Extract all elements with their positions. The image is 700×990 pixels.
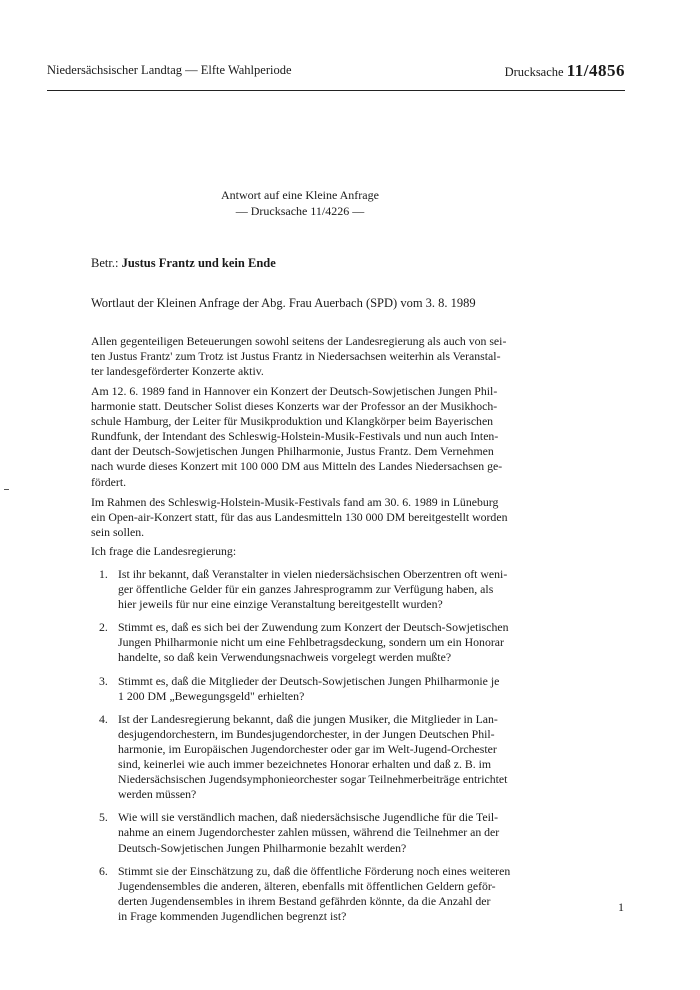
question-line: sind, keinerlei wie auch immer bezeichnetes Honorar erhalten und daß z. B. im (118, 757, 492, 772)
paragraph-line: ten Justus Frantz' zum Trotz ist Justus Frantz in Niedersachsen weiterhin als Veranstal- (91, 349, 501, 364)
question-number: 5. (99, 810, 108, 825)
question-line: derten Jugendensembles in ihrem Bestand gefährden könnte, da die Anzahl der (118, 893, 491, 908)
question-line: werden müssen? (118, 787, 197, 802)
question-item (91, 567, 616, 612)
paragraph-line: sein sollen. (91, 525, 145, 540)
question-list (91, 567, 616, 932)
question-line: ger öffentliche Gelder für ein ganzes Jahresprogramm zur Verfügung haben, als (118, 582, 494, 597)
paragraph-line: nach wurde dieses Konzert mit 100 000 DM aus Mitteln des Landes Niedersachsen ge- (91, 459, 503, 474)
paragraph-line: harmonie statt. Deutscher Solist dieses Konzerts war der Professor an der Musikhoch- (91, 399, 498, 414)
question-number: 6. (99, 863, 108, 878)
paragraph-3 (91, 495, 616, 540)
subject-line (91, 256, 276, 271)
paragraph-line: ter landesgeförderter Konzerte aktiv. (91, 364, 264, 379)
question-line: hier jeweils für nur eine einzige Veranstaltung bereitgestellt wurden? (118, 597, 443, 612)
paragraph-line: Allen gegenteiligen Beteuerungen sowohl seitens der Landesregierung als auch von sei- (91, 334, 507, 348)
question-number: 2. (99, 620, 108, 635)
question-line: nahme an einem Jugendorchester zahlen müssen, während die Teilnehmer an der (118, 825, 500, 840)
paragraph-line: Ich frage die Landesregierung: (91, 544, 237, 558)
paragraph-line: ein Open-air-Konzert statt, für das aus Landesmitteln 130 000 DM bereitgestellt worden (91, 510, 508, 525)
page-number: 1 (618, 900, 624, 914)
wording-line: Wortlaut der Kleinen Anfrage der Abg. Frau Auerbach (SPD) vom 3. 8. 1989 (91, 296, 476, 310)
question-item (91, 712, 616, 803)
question-number: 3. (99, 673, 108, 688)
paragraph-line: schule Hamburg, der Leiter für Musikproduktion und Klangkörper beim Bayerischen (91, 414, 494, 429)
question-line: Ist ihr bekannt, daß Veranstalter in vielen niedersächsischen Oberzentren oft weni- (118, 567, 508, 581)
subject-label: Betr.: (91, 256, 119, 270)
paragraph-line: Im Rahmen des Schleswig-Holstein-Musik-Festivals fand am 30. 6. 1989 in Lüneburg (91, 495, 499, 509)
question-line: Ist der Landesregierung bekannt, daß die jungen Musiker, die Mitglieder in Lan- (118, 711, 498, 726)
question-line: in Frage kommenden Jugendlichen begrenzt ist? (118, 908, 347, 923)
document-title (0, 187, 600, 219)
paragraph-2 (91, 384, 616, 490)
question-line: Jugendensembles die anderen, älteren, ebenfalls mit öffentlichen Geldern geför- (118, 878, 496, 893)
question-line: Stimmt es, daß die Mitglieder der Deutsch-Sowjetischen Jungen Philharmonie je (118, 673, 500, 688)
question-line: harmonie, im Europäischen Jugendorchester oder gar im Welt-Jugend-Orchester (118, 741, 497, 756)
paragraph-line: dant der Deutsch-Sowjetischen Jungen Philharmonie, Justus Frantz. Dem Vernehmen (91, 444, 494, 459)
header-left: Niedersächsischer Landtag — Elfte Wahlperiode (47, 63, 292, 77)
question-item (91, 674, 616, 704)
header-right (505, 61, 625, 81)
margin-mark (4, 489, 9, 490)
question-line: Stimmt sie der Einschätzung zu, daß die öffentliche Förderung noch eines weiteren (118, 863, 511, 878)
document-number: 11/4856 (566, 61, 625, 80)
paragraph-4 (91, 544, 616, 559)
paragraph-line: fördert. (91, 474, 127, 489)
question-line: Deutsch-Sowjetischen Jungen Philharmonie bezahlt werden? (118, 840, 407, 855)
document-type-label: Drucksache (504, 65, 564, 79)
subject-text: Justus Frantz und kein Ende (121, 256, 276, 270)
question-line: handelte, so daß kein Verwendungsnachweis vorgelegt werden mußte? (118, 650, 452, 665)
question-line: 1 200 DM „Bewegungsgeld" erhielten? (118, 688, 305, 703)
question-line: Stimmt es, daß es sich bei der Zuwendung zum Konzert der Deutsch-Sowjetischen (118, 620, 509, 635)
question-line: desjugendorchestern, im Bundesjugendorchester, in der Jungen Deutschen Phil- (118, 726, 495, 741)
question-line: Wie will sie verständlich machen, daß niedersächsische Jugendliche für die Teil- (118, 810, 499, 825)
paragraph-1 (91, 334, 616, 379)
question-item (91, 810, 616, 855)
title-line-2: — Drucksache 11/4226 — (235, 204, 365, 218)
paragraph-line: Rundfunk, der Intendant des Schleswig-Holstein-Musik-Festivals und nun auch Inten- (91, 429, 499, 444)
header-rule (47, 90, 625, 91)
question-number: 4. (99, 711, 108, 726)
question-item (91, 620, 616, 665)
paragraph-line: Am 12. 6. 1989 fand in Hannover ein Konzert der Deutsch-Sowjetischen Jungen Phil- (91, 384, 498, 398)
question-line: Jungen Philharmonie nicht um eine Fehlbetragsdeckung, sondern um ein Honorar (118, 635, 504, 650)
question-line: Niedersächsischen Jugendsymphonieorchester sogar Teilnehmerbeiträge entrichtet (118, 772, 508, 787)
title-line-1: Antwort auf eine Kleine Anfrage (221, 188, 379, 202)
question-number: 1. (99, 567, 108, 581)
question-item (91, 864, 616, 924)
